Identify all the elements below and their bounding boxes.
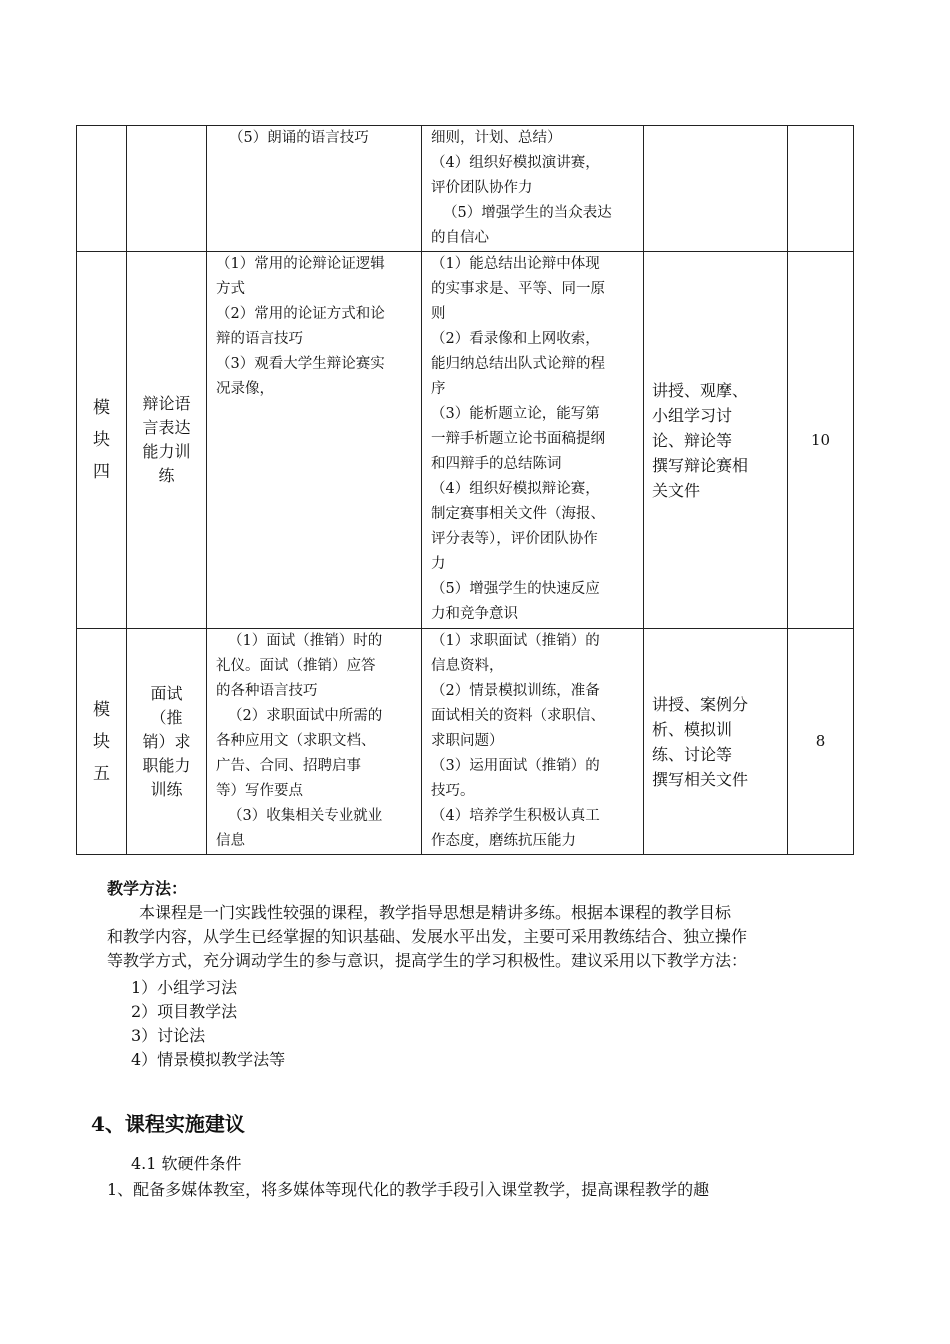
goal-line: 制定赛事相关文件（海报、 xyxy=(431,506,605,522)
teaching-methods-heading: 教学方法： xyxy=(107,879,188,898)
goal-line: 信息资料， xyxy=(431,658,504,674)
module-name-line: 辩论语 xyxy=(142,394,191,413)
goal-line: （5）增强学生的当众表达 xyxy=(443,205,612,221)
content-cell xyxy=(207,629,422,855)
method-cell xyxy=(644,629,788,855)
module-label: 模 xyxy=(93,699,110,720)
paragraph-line: 本课程是一门实践性较强的课程，教学指导思想是精讲多练。根据本课程的教学目标 xyxy=(139,903,732,922)
method-line: 讲授、案例分 xyxy=(652,694,749,714)
goal-line: 技巧。 xyxy=(431,783,475,799)
goal-line: 评价团队协作力 xyxy=(431,180,533,196)
goal-line: 一辩手析题立论书面稿提纲 xyxy=(431,431,605,447)
goal-line: （3）能析题立论，能写第 xyxy=(431,406,600,422)
content-line: 信息 xyxy=(216,833,245,849)
module-label: 五 xyxy=(93,763,110,784)
content-cell xyxy=(207,126,422,252)
goal-line: （4）组织好模拟演讲赛， xyxy=(431,155,600,171)
goal-line: （4）组织好模拟辩论赛， xyxy=(431,481,600,497)
goal-line: 和四辩手的总结陈词 xyxy=(431,456,562,472)
hours-cell: 10 xyxy=(788,252,854,629)
list-item: 3）讨论法 xyxy=(131,1026,206,1045)
goal-line: 评分表等），评价团队协作 xyxy=(431,531,598,547)
method-line: 讲授、观摩、 xyxy=(652,380,749,400)
content-line: （3）收集相关专业就业 xyxy=(228,808,383,824)
module-name-line: 面试 xyxy=(150,683,183,703)
goal-cell xyxy=(422,252,644,629)
content-line: 礼仪。面试（推销）应答 xyxy=(216,658,376,674)
hours-cell xyxy=(788,126,854,252)
section-title: 4、课程实施建议 xyxy=(91,1112,245,1136)
content-line: （3）观看大学生辩论赛实 xyxy=(216,356,385,372)
content-line: 辩的语言技巧 xyxy=(216,331,303,347)
course-module-table xyxy=(76,125,854,855)
list-item: 1）小组学习法 xyxy=(131,978,238,997)
goal-line: （2）看录像和上网收索， xyxy=(431,331,600,347)
hours-cell: 8 xyxy=(788,629,854,855)
module-name-line: 职能力 xyxy=(142,755,191,775)
goal-line: 力和竞争意识 xyxy=(431,606,518,622)
goal-line: 则 xyxy=(431,306,446,322)
teaching-methods-paragraph xyxy=(107,901,857,973)
table-row xyxy=(77,126,854,252)
content-line: 各种应用文（求职文档、 xyxy=(216,733,376,749)
module-cell xyxy=(77,126,127,252)
goal-line: （2）情景模拟训练，准备 xyxy=(431,683,600,699)
content-line: （1）常用的论辩论证逻辑 xyxy=(216,256,385,272)
goal-line: 序 xyxy=(431,381,446,397)
content-line: （5）朗诵的语言技巧 xyxy=(229,130,369,146)
module-label: 块 xyxy=(93,731,110,752)
module-name-cell xyxy=(127,629,207,855)
module-cell xyxy=(77,629,127,855)
method-line: 小组学习讨 xyxy=(652,405,733,425)
paragraph-line: 等教学方式，充分调动学生的参与意识，提高学生的学习积极性。建议采用以下教学方法： xyxy=(107,951,748,970)
module-name-line: 能力训 xyxy=(142,442,191,461)
goal-line: 的实事求是、平等、同一原 xyxy=(431,281,605,297)
goal-line: 求职问题） xyxy=(431,733,504,749)
goal-cell xyxy=(422,629,644,855)
content-line: （2）常用的论证方式和论 xyxy=(216,306,385,322)
content-line: （1）面试（推销）时的 xyxy=(228,633,383,649)
method-cell xyxy=(644,126,788,252)
body-text-line: 1、配备多媒体教室，将多媒体等现代化的教学手段引入课堂教学，提高课程教学的趣 xyxy=(107,1180,710,1199)
goal-line: （1）能总结出论辩中体现 xyxy=(431,256,600,272)
list-item: 2）项目教学法 xyxy=(131,1002,238,1021)
goal-cell xyxy=(422,126,644,252)
module-label: 模 xyxy=(93,398,110,418)
module-name-line: 销）求 xyxy=(142,731,191,751)
module-name-line: 练 xyxy=(158,466,175,485)
module-label: 四 xyxy=(93,462,110,482)
goal-line: 力 xyxy=(431,556,446,572)
module-name-line: （推 xyxy=(150,707,183,727)
method-line: 撰写辩论赛相 xyxy=(652,455,749,475)
teaching-methods-list xyxy=(131,976,285,1072)
module-name-line: 训练 xyxy=(150,779,183,799)
goal-line: （3）运用面试（推销）的 xyxy=(431,758,600,774)
list-item: 4）情景模拟教学法等 xyxy=(131,1050,286,1069)
goal-line: （5）增强学生的快速反应 xyxy=(431,581,600,597)
table-row xyxy=(77,252,854,629)
method-cell xyxy=(644,252,788,629)
goal-line: 能归纳总结出队式论辩的程 xyxy=(431,356,605,372)
goal-line: 作态度，磨练抗压能力 xyxy=(431,833,576,849)
method-line: 论、辩论等 xyxy=(652,430,733,450)
content-cell xyxy=(207,252,422,629)
goal-line: 细则，计划、总结） xyxy=(431,130,562,146)
subsection-title: 4.1 软硬件条件 xyxy=(131,1154,242,1173)
method-line: 练、讨论等 xyxy=(652,744,733,764)
module-name-line: 言表达 xyxy=(142,418,191,437)
module-name-cell xyxy=(127,252,207,629)
paragraph-line: 和教学内容，从学生已经掌握的知识基础、发展水平出发，主要可采用教练结合、独立操作 xyxy=(107,927,748,946)
module-label: 块 xyxy=(93,430,110,450)
table-row xyxy=(77,629,854,855)
content-line: 况录像， xyxy=(216,381,274,397)
content-line: 的各种语言技巧 xyxy=(216,683,318,699)
module-name-cell xyxy=(127,126,207,252)
goal-line: 面试相关的资料（求职信、 xyxy=(431,708,605,724)
content-line: 方式 xyxy=(216,281,245,297)
goal-line: （4）培养学生积极认真工 xyxy=(431,808,600,824)
method-line: 析、模拟训 xyxy=(652,719,733,739)
module-cell xyxy=(77,252,127,629)
content-line: （2）求职面试中所需的 xyxy=(228,708,383,724)
goal-line: （1）求职面试（推销）的 xyxy=(431,633,600,649)
content-line: 广告、合同、招聘启事 xyxy=(216,758,361,774)
method-line: 关文件 xyxy=(652,480,701,500)
content-line: 等）写作要点 xyxy=(216,783,303,799)
goal-line: 的自信心 xyxy=(431,230,489,246)
method-line: 撰写相关文件 xyxy=(652,769,749,789)
